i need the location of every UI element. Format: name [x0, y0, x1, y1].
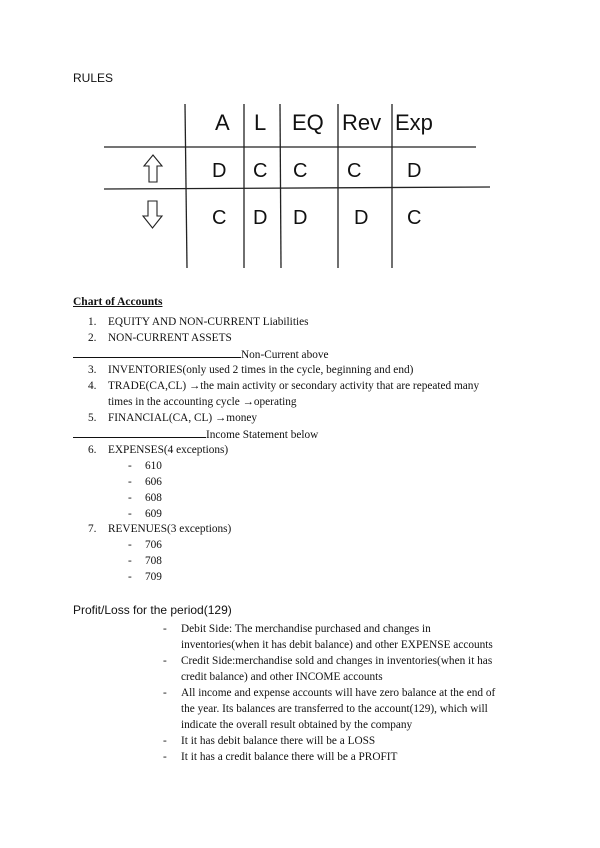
sub-item-dash: -	[128, 476, 132, 488]
divider-label: Non-Current above	[241, 349, 329, 361]
sub-item-dash: -	[128, 492, 132, 504]
cell-up-rev: C	[347, 160, 362, 182]
table-vline	[185, 104, 187, 268]
col-header-exp: Exp	[395, 110, 433, 135]
bullet-dash: -	[163, 623, 167, 635]
sub-item-dash: -	[128, 539, 132, 551]
item-number: 4.	[88, 380, 97, 392]
up-arrow-icon	[144, 155, 162, 182]
cell-down-a: C	[212, 207, 227, 229]
list-item-text: NON-CURRENT ASSETS	[108, 332, 232, 344]
rules-table	[0, 0, 600, 290]
bullet-line: the year. Its balances are transferred to the account(129), which will	[181, 703, 488, 715]
list-item-text: INVENTORIES(only used 2 times in the cycle, beginning and end)	[108, 364, 414, 376]
sub-item: 608	[145, 492, 162, 504]
sub-item: 706	[145, 539, 162, 551]
sub-item-dash: -	[128, 460, 132, 472]
cell-up-l: C	[253, 160, 268, 182]
bullet-line: Debit Side: The merchandise purchased and changes in	[181, 623, 431, 635]
cell-down-exp: C	[407, 207, 422, 229]
list-item	[88, 314, 96, 330]
bullet-dash: -	[163, 655, 167, 667]
item-number: 3.	[88, 364, 97, 376]
list-item-text: REVENUES(3 exceptions)	[108, 523, 232, 535]
sub-item-dash: -	[128, 555, 132, 567]
divider-line	[73, 346, 241, 358]
bullet-line: All income and expense accounts will have zero balance at the end of	[181, 687, 496, 699]
list-item-text-cont: times in the accounting cycle →operating	[108, 396, 297, 408]
bullet-line: It it has debit balance there will be a LOSS	[181, 735, 376, 747]
sub-item: 609	[145, 508, 162, 520]
divider-label: Income Statement below	[206, 429, 319, 441]
cell-up-eq: C	[293, 160, 308, 182]
list-item-text: TRADE(CA,CL) →the main activity or secondary activity that are repeated many	[108, 380, 480, 392]
rules-title: RULES	[73, 71, 114, 85]
bullet-dash: -	[163, 687, 167, 699]
sub-item-dash: -	[128, 571, 132, 583]
bullet-dash: -	[163, 735, 167, 747]
bullet-line: It it has a credit balance there will be a PROFIT	[181, 751, 398, 763]
cell-down-eq: D	[293, 207, 308, 229]
bullet-line: Credit Side:merchandise sold and changes in inventories(when it has	[181, 655, 493, 667]
bullet-line: indicate the overall result obtained by the company	[181, 719, 413, 731]
sub-item-dash: -	[128, 508, 132, 520]
cell-up-a: D	[212, 160, 227, 182]
cell-down-rev: D	[354, 207, 369, 229]
col-header-eq: EQ	[292, 110, 324, 135]
table-vline	[280, 104, 281, 268]
profit-loss-title: Profit/Loss for the period(129)	[73, 603, 232, 617]
list-item-text: EXPENSES(4 exceptions)	[108, 444, 229, 456]
item-number: 7.	[88, 523, 97, 535]
item-number: 6.	[88, 444, 97, 456]
col-header-rev: Rev	[342, 110, 382, 135]
list-item-text: EQUITY AND NON-CURRENT Liabilities	[108, 316, 309, 328]
sub-item: 610	[145, 460, 162, 472]
col-header-l: L	[254, 110, 267, 135]
sub-item: 708	[145, 555, 162, 567]
table-hline	[104, 187, 490, 189]
cell-down-l: D	[253, 207, 268, 229]
item-number: 1.	[88, 316, 97, 328]
divider-line	[73, 426, 206, 438]
col-header-a: A	[215, 110, 230, 135]
chart-of-accounts-title: Chart of Accounts	[73, 296, 163, 308]
down-arrow-icon	[143, 201, 162, 228]
sub-item: 606	[145, 476, 162, 488]
sub-item: 709	[145, 571, 162, 583]
item-number: 2.	[88, 332, 97, 344]
bullet-line: credit balance) and other INCOME accounts	[181, 671, 383, 683]
list-item-text: FINANCIAL(CA, CL) →money	[108, 412, 258, 424]
divider-income-statement	[73, 426, 318, 443]
bullet-line: inventories(when it has debit balance) and other EXPENSE accounts	[181, 639, 493, 651]
divider-non-current	[73, 346, 329, 363]
cell-up-exp: D	[407, 160, 422, 182]
item-number: 5.	[88, 412, 97, 424]
bullet-dash: -	[163, 751, 167, 763]
